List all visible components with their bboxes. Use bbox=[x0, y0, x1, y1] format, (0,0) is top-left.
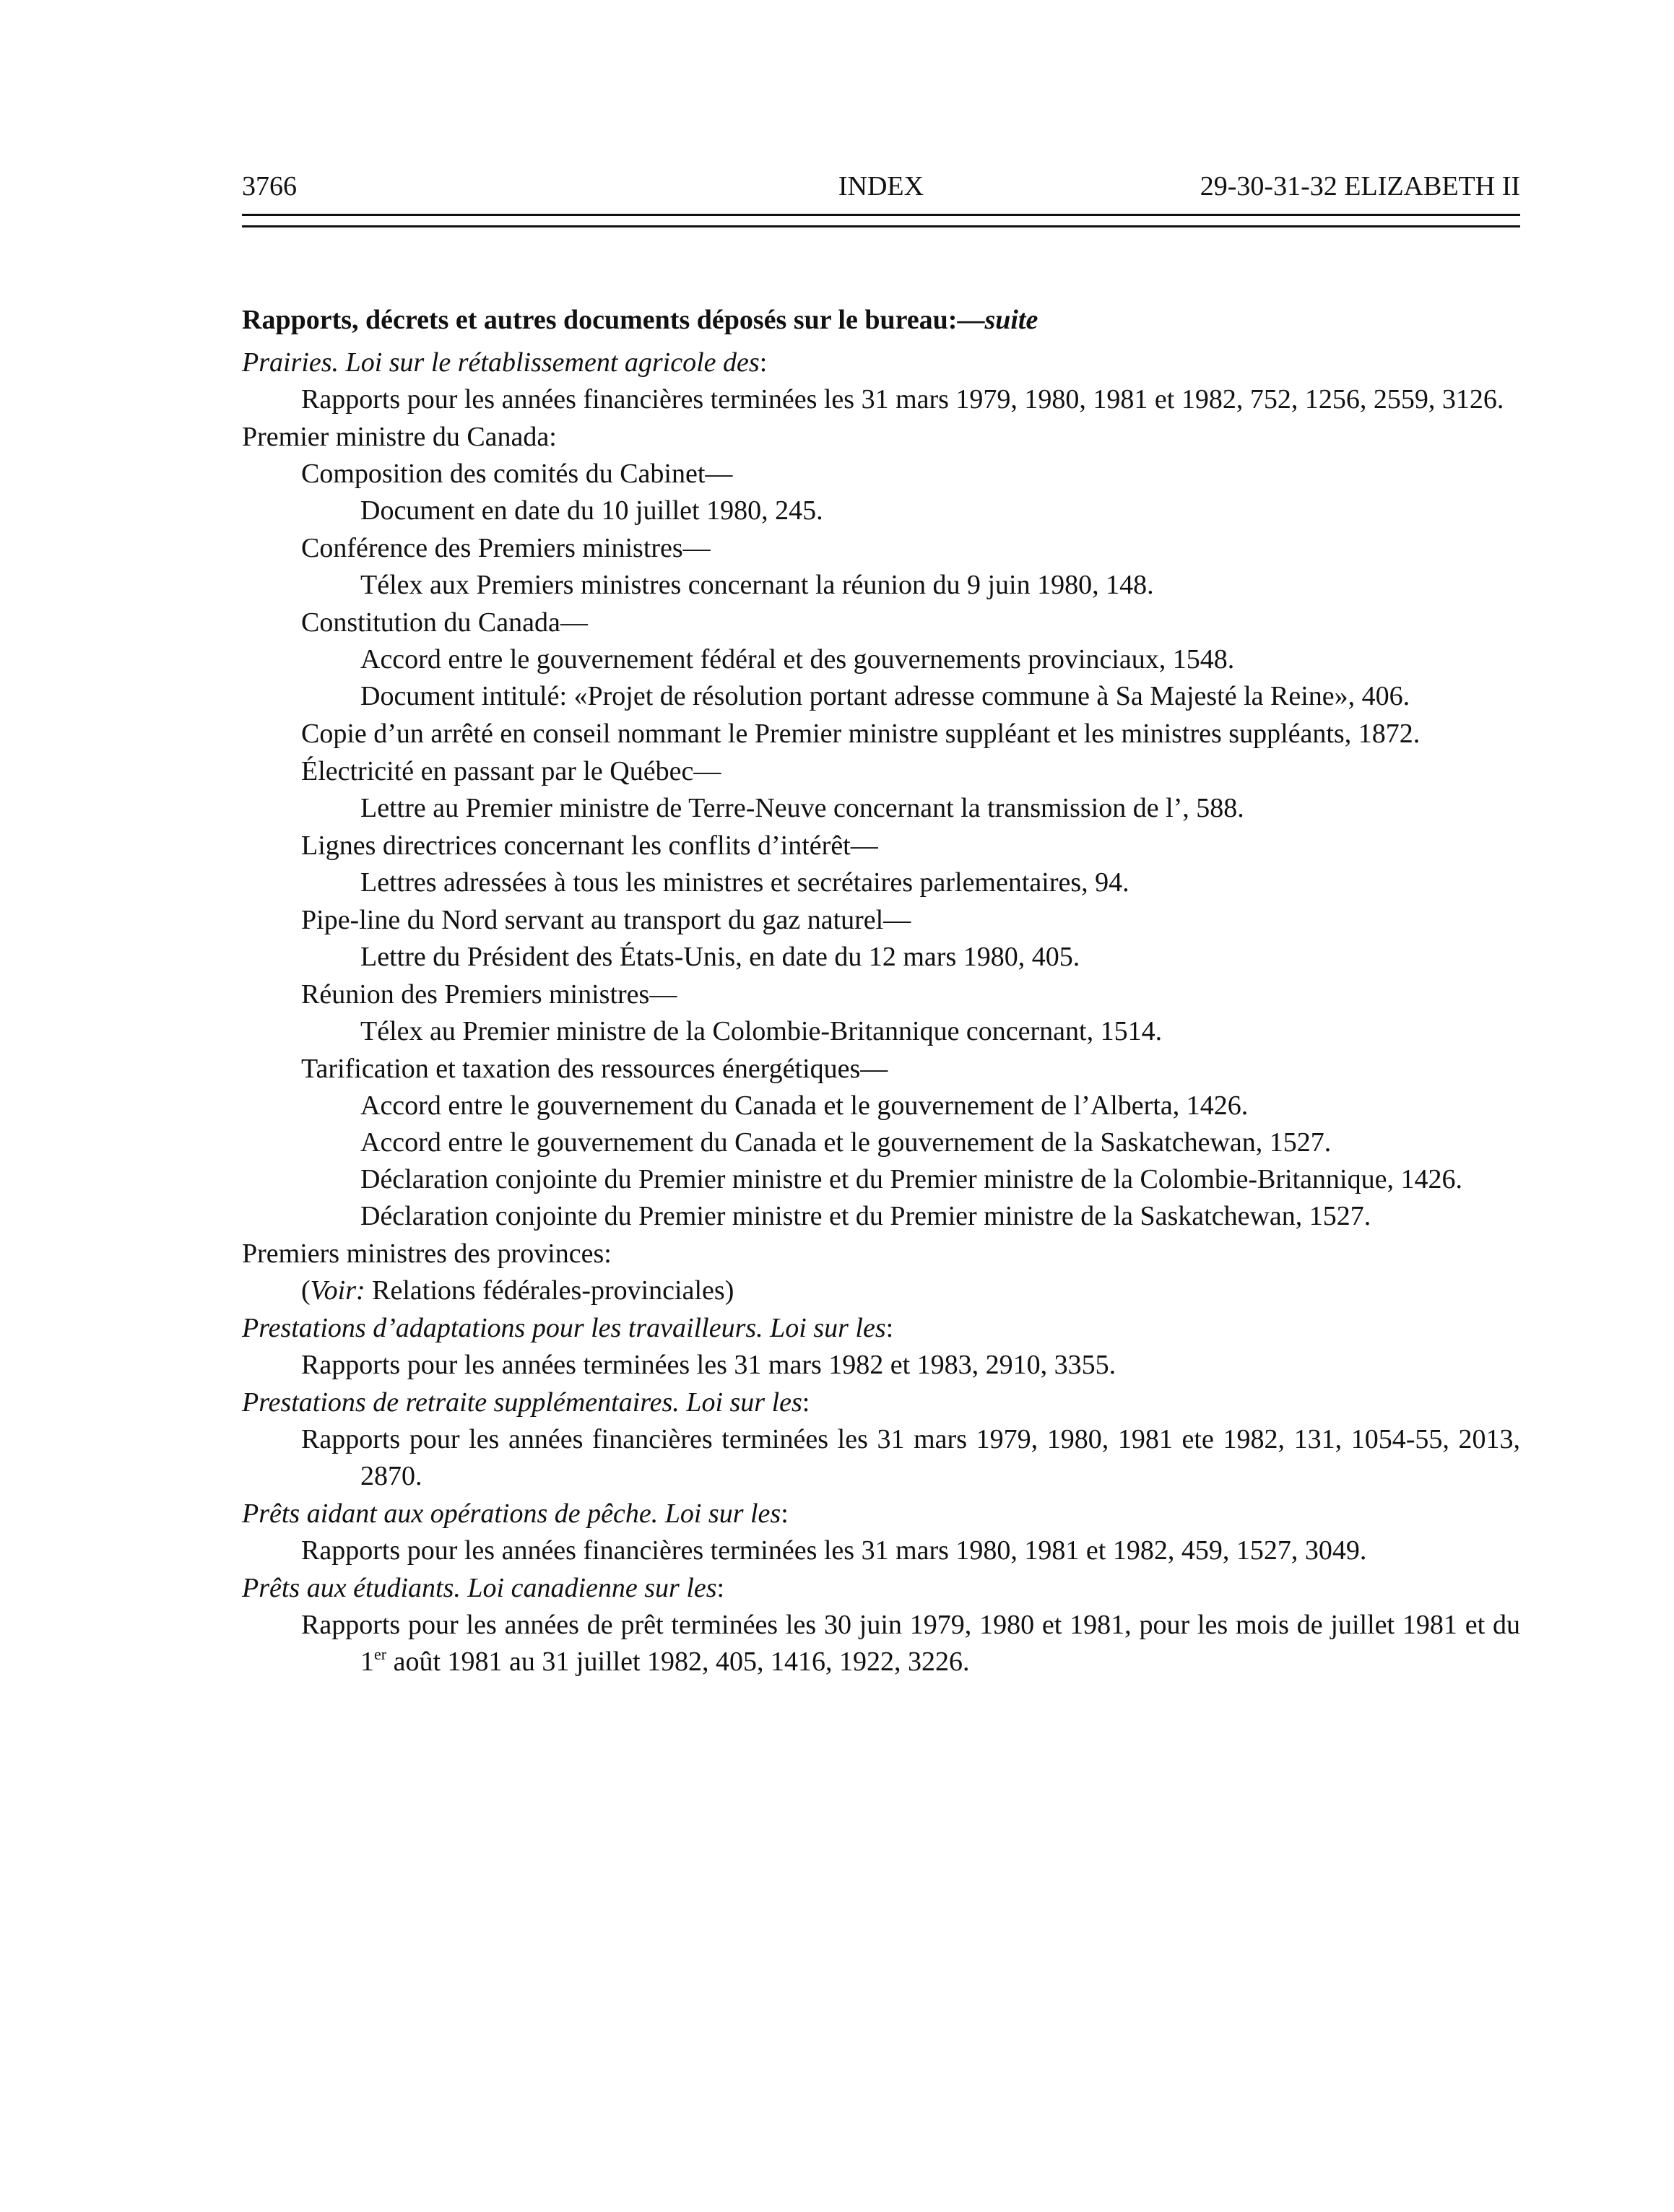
index-subsubentry: Document en date du 10 juillet 1980, 245. bbox=[360, 495, 823, 526]
header-reign: 29-30-31-32 ELIZABETH II bbox=[1200, 171, 1520, 201]
index-subentry: Rapports pour les années de prêt terminées les 30 juin 1979, 1980 et 1981, pour les mois de juillet 1981 et du 1er août 1981 au 31 juillet 1982, 405, 1416, 1922, 3226. bbox=[301, 1610, 1520, 1677]
header-rule-top bbox=[242, 214, 1520, 216]
index-entry: Premier ministre du Canada: bbox=[242, 422, 557, 452]
index-subentry: Constitution du Canada— bbox=[301, 607, 588, 638]
index-content bbox=[242, 302, 1520, 1680]
section-heading: Rapports, décrets et autres documents déposés sur le bureau:—suite bbox=[242, 305, 1038, 335]
ordinal-superscript: er bbox=[374, 1645, 387, 1663]
page-number: 3766 bbox=[242, 171, 297, 201]
index-subentry: Rapports pour les années terminées les 31 mars 1982 et 1983, 2910, 3355. bbox=[301, 1350, 1116, 1380]
index-subsubentry: Lettre du Président des États-Unis, en date du 12 mars 1980, 405. bbox=[360, 942, 1080, 972]
index-subentry: Tarification et taxation des ressources énergétiques— bbox=[301, 1054, 888, 1084]
index-subsubentry: Lettre au Premier ministre de Terre-Neuve concernant la transmission de l’, 588. bbox=[360, 793, 1244, 823]
index-subentry: Composition des comités du Cabinet— bbox=[301, 459, 733, 489]
index-subentry: Rapports pour les années financières terminées les 31 mars 1980, 1981 et 1982, 459, 1527, 3049. bbox=[301, 1535, 1367, 1566]
index-subsubentry: Déclaration conjointe du Premier ministre et du Premier ministre de la Saskatchewan, 1527. bbox=[360, 1201, 1371, 1231]
index-subsubentry: Télex au Premier ministre de la Colombie-Britannique concernant, 1514. bbox=[360, 1016, 1163, 1046]
header-title: INDEX bbox=[838, 171, 924, 201]
index-subsubentry: Lettres adressées à tous les ministres et secrétaires parlementaires, 94. bbox=[360, 867, 1129, 898]
index-subentry: Électricité en passant par le Québec— bbox=[301, 756, 721, 786]
index-cross-reference: (Voir: Relations fédérales-provinciales) bbox=[301, 1275, 734, 1306]
index-subsubentry: Accord entre le gouvernement fédéral et des gouvernements provinciaux, 1548. bbox=[360, 644, 1235, 675]
index-subentry: Rapports pour les années financières terminées les 31 mars 1979, 1980, 1981 et 1982, 752, 1256, 2559, 3126. bbox=[301, 384, 1504, 415]
index-entry: Prêts aux étudiants. Loi canadienne sur les: bbox=[242, 1573, 725, 1603]
index-subsubentry: Accord entre le gouvernement du Canada et le gouvernement de la Saskatchewan, 1527. bbox=[360, 1127, 1332, 1158]
index-subsubentry: Accord entre le gouvernement du Canada et le gouvernement de l’Alberta, 1426. bbox=[360, 1090, 1249, 1121]
index-subentry: Rapports pour les années financières terminées les 31 mars 1979, 1980, 1981 ete 1982, 131, 1054-55, 2013, 2870. bbox=[301, 1424, 1520, 1491]
index-subentry: Copie d’un arrêté en conseil nommant le Premier ministre suppléant et les ministres suppléants, 1872. bbox=[301, 719, 1421, 749]
index-entry: Prairies. Loi sur le rétablissement agricole des: bbox=[242, 347, 768, 378]
running-header bbox=[242, 170, 1520, 217]
index-subentry: Réunion des Premiers ministres— bbox=[301, 979, 677, 1010]
index-entry: Prêts aidant aux opérations de pêche. Loi sur les: bbox=[242, 1498, 789, 1529]
index-subsubentry: Document intitulé: «Projet de résolution portant adresse commune à Sa Majesté la Reine», 406. bbox=[360, 681, 1410, 711]
index-entry: Prestations de retraite supplémentaires. Loi sur les: bbox=[242, 1387, 810, 1418]
index-subentry: Lignes directrices concernant les conflits d’intérêt— bbox=[301, 830, 878, 861]
index-subentry: Pipe-line du Nord servant au transport du gaz naturel— bbox=[301, 905, 911, 935]
header-rule-bottom bbox=[242, 225, 1520, 227]
section-heading-suffix: suite bbox=[984, 305, 1038, 335]
index-entry: Prestations d’adaptations pour les travailleurs. Loi sur les: bbox=[242, 1313, 894, 1343]
index-subsubentry: Déclaration conjointe du Premier ministre et du Premier ministre de la Colombie-Britannique, 1426. bbox=[360, 1164, 1462, 1194]
index-entry: Premiers ministres des provinces: bbox=[242, 1239, 612, 1269]
index-subsubentry: Télex aux Premiers ministres concernant la réunion du 9 juin 1980, 148. bbox=[360, 570, 1154, 600]
index-subentry: Conférence des Premiers ministres— bbox=[301, 533, 711, 563]
